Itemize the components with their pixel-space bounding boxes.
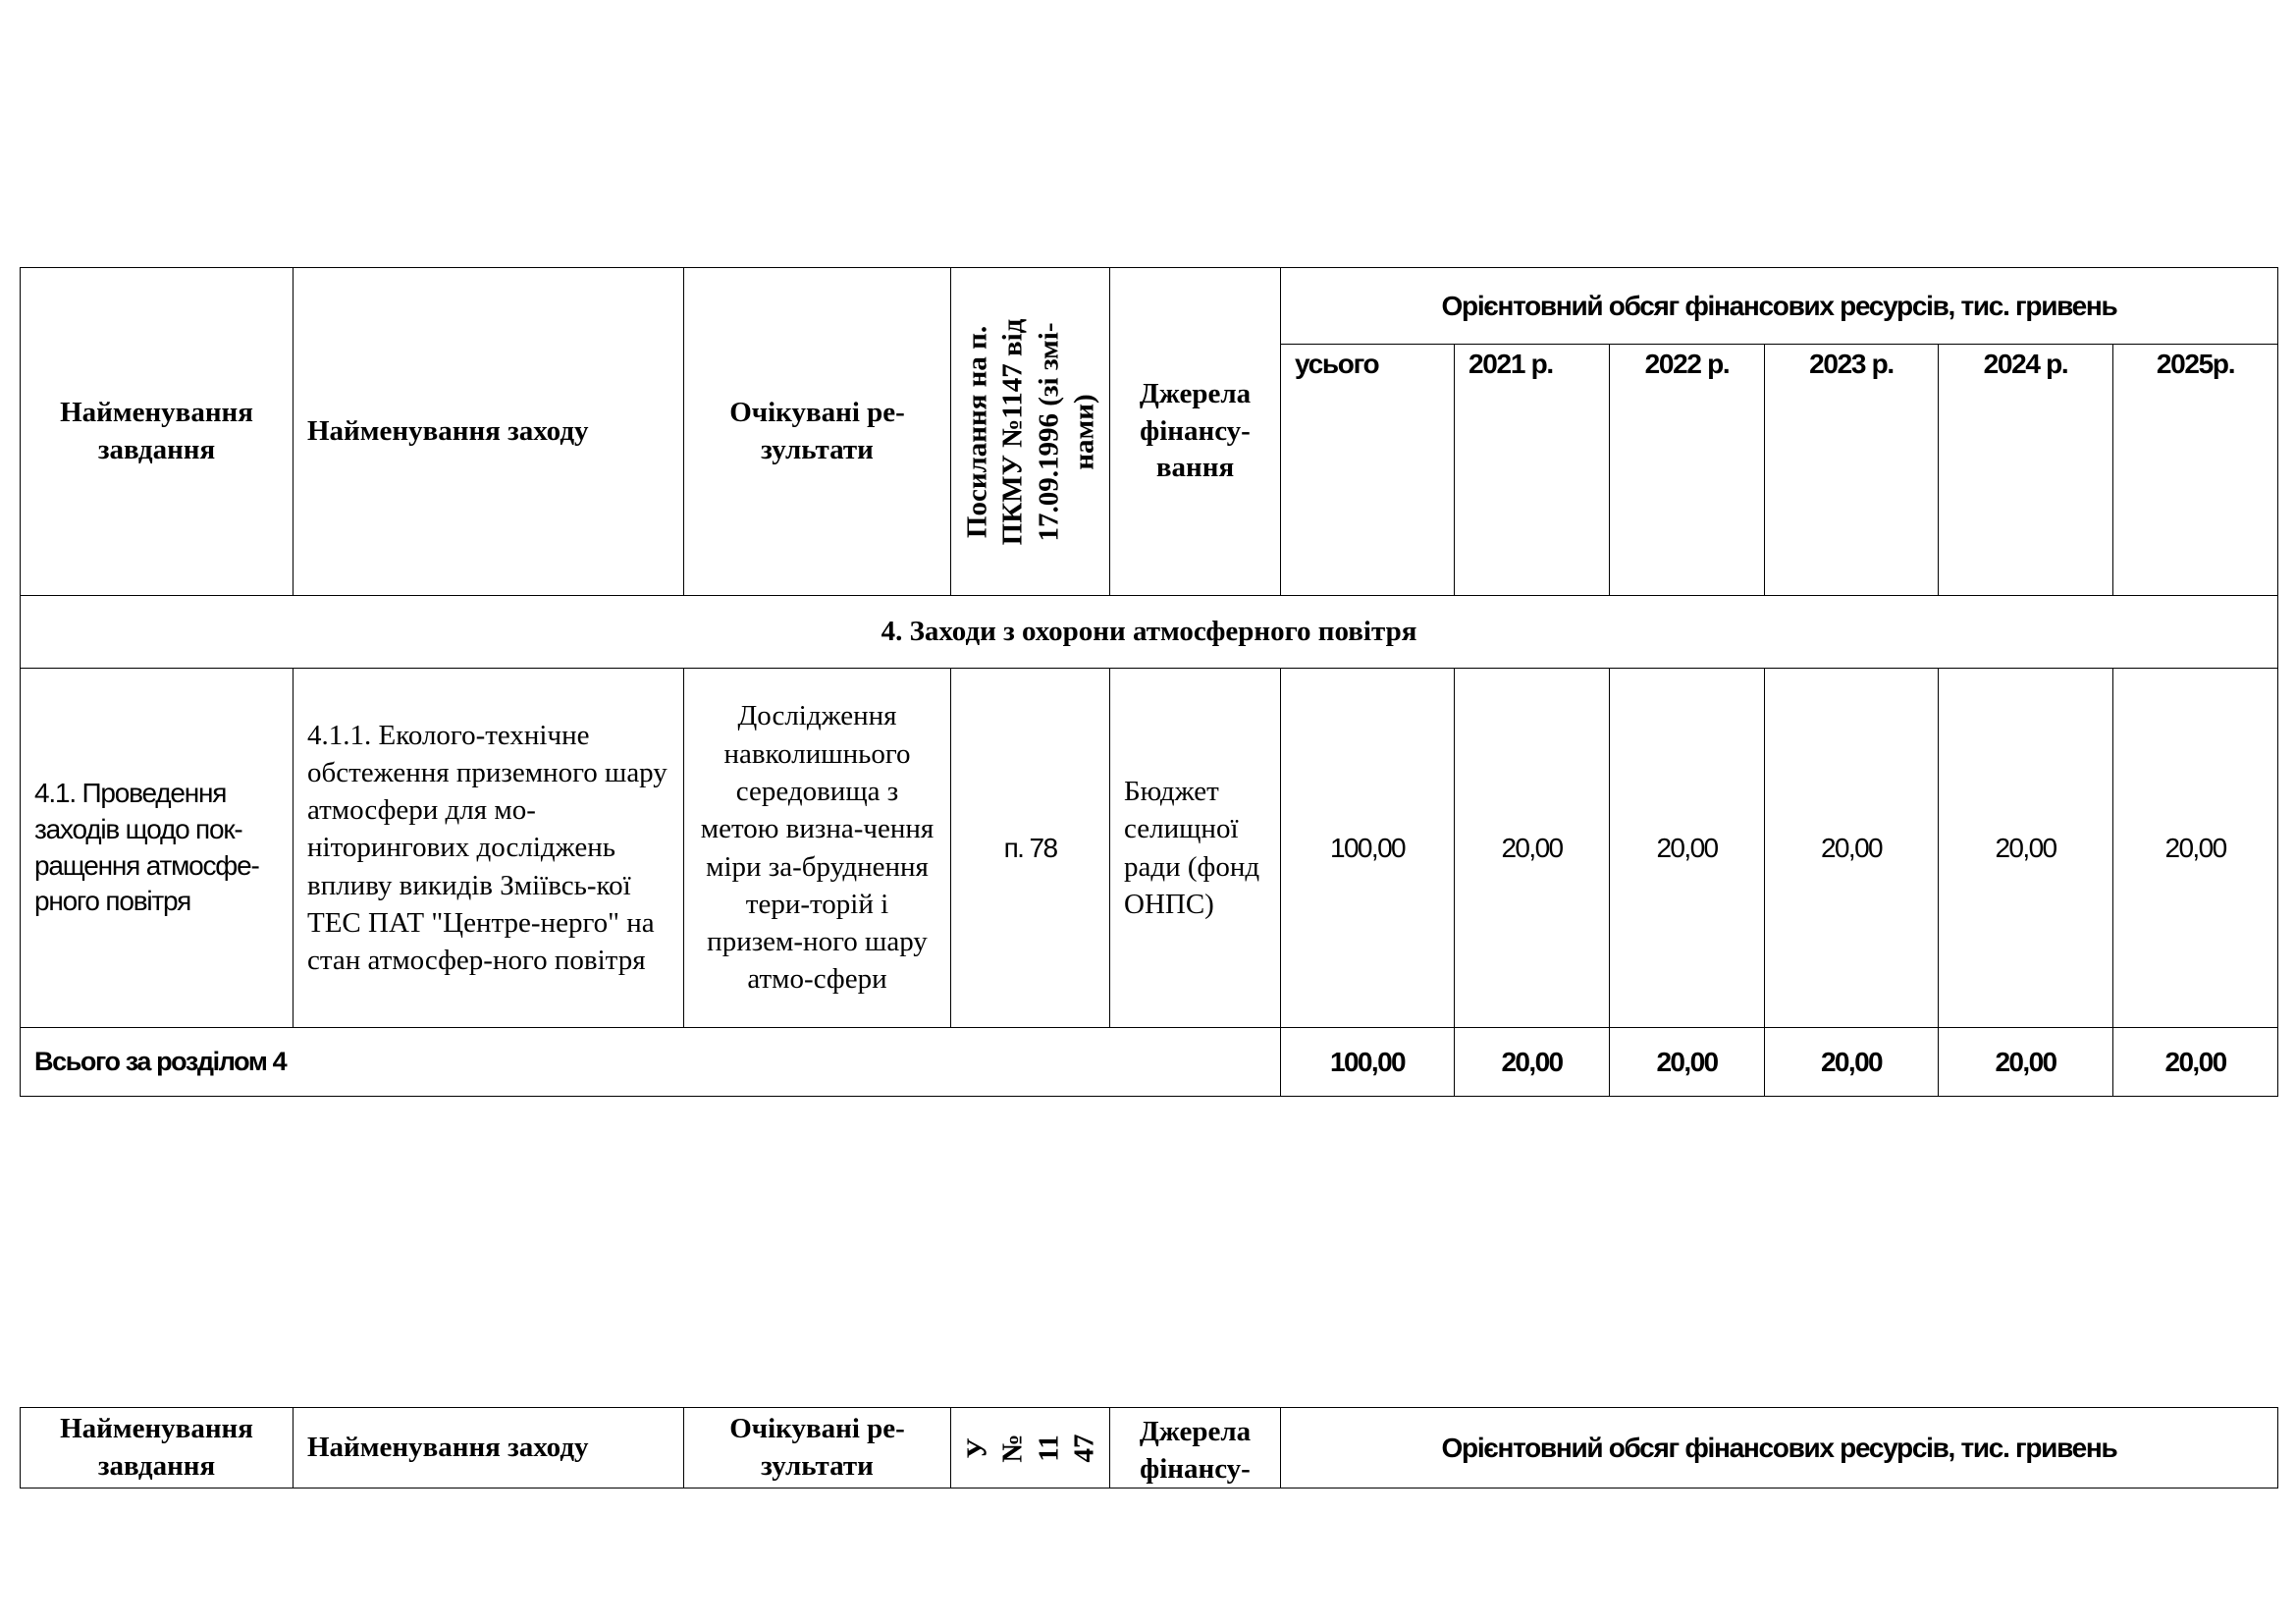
header-year-2023: 2023 р. <box>1765 345 1939 596</box>
table-row <box>21 669 2278 1028</box>
header2-measure-name: Найменування заходу <box>294 1408 684 1489</box>
totals-row <box>21 1028 2278 1097</box>
row-2022: 20,00 <box>1610 669 1765 1028</box>
totals-total: 100,00 <box>1281 1028 1455 1097</box>
row-results: Дослідження навколишнього середовища з метою визна-чення міри за-бруднення тери-торій і призем-ного шару атмо-сфери <box>684 669 951 1028</box>
header-funding-source: Джерела фінансу-вання <box>1110 268 1281 596</box>
row-measure: 4.1.1. Еколого-технічне обстеження приземного шару атмосфери для мо-ніторингових досліджень впливу викидів Зміївсь-кої ТЕС ПАТ "Центре-нерго" на стан атмосфер-ного повітря <box>294 669 684 1028</box>
header2-reference-line2: № <box>996 1434 1029 1463</box>
row-total: 100,00 <box>1281 669 1455 1028</box>
row-2021: 20,00 <box>1455 669 1610 1028</box>
row-source: Бюджет селищної ради (фонд ОНПС) <box>1110 669 1281 1028</box>
header2-expected-results: Очікувані ре-зультати <box>684 1408 951 1489</box>
header-financial-volume: Орієнтовний обсяг фінансових ресурсів, тис. гривень <box>1281 268 2278 345</box>
continuation-header-table <box>20 1407 2278 1489</box>
row-2025: 20,00 <box>2113 669 2278 1028</box>
header2-reference <box>951 1408 1110 1489</box>
header2-reference-line1: У <box>961 1437 992 1459</box>
header-total: усього <box>1281 345 1455 596</box>
header-reference-line1: Посилання на п. <box>961 325 992 538</box>
continuation-header-frame <box>20 1407 2277 1489</box>
header2-reference-line3: 11 <box>1032 1434 1064 1462</box>
section-title: 4. Заходи з охорони атмосферного повітря <box>21 596 2278 669</box>
totals-2023: 20,00 <box>1765 1028 1939 1097</box>
header2-financial-volume: Орієнтовний обсяг фінансових ресурсів, тис. гривень <box>1281 1408 2278 1489</box>
header-year-2021: 2021 р. <box>1455 345 1610 596</box>
header-year-2025: 2025р. <box>2113 345 2278 596</box>
header-year-2024: 2024 р. <box>1939 345 2113 596</box>
header-year-2022: 2022 р. <box>1610 345 1765 596</box>
row-2024: 20,00 <box>1939 669 2113 1028</box>
row-reference: п. 78 <box>951 669 1110 1028</box>
row-task: 4.1. Проведення заходів щодо пок-ращення атмосфе-рного повітря <box>21 669 294 1028</box>
main-table-frame <box>20 267 2277 1097</box>
row-2023: 20,00 <box>1765 669 1939 1028</box>
header-measure-name: Найменування заходу <box>294 268 684 596</box>
header2-reference-line4: 47 <box>1067 1434 1099 1463</box>
header-reference-line4: нами) <box>1067 393 1099 470</box>
totals-2021: 20,00 <box>1455 1028 1610 1097</box>
totals-label: Всього за розділом 4 <box>21 1028 1281 1097</box>
header-reference-line3: 17.09.1996 (зі змі- <box>1032 321 1064 542</box>
totals-2024: 20,00 <box>1939 1028 2113 1097</box>
header-expected-results: Очікувані ре-зультати <box>684 268 951 596</box>
header-task-name: Найменування завдання <box>21 268 294 596</box>
totals-2022: 20,00 <box>1610 1028 1765 1097</box>
header-reference-line2: ПКМУ №1147 від <box>996 318 1029 545</box>
header2-funding-source: Джерела фінансу- <box>1110 1408 1281 1489</box>
header-reference <box>951 268 1110 596</box>
totals-2025: 20,00 <box>2113 1028 2278 1097</box>
financing-table <box>20 267 2278 1097</box>
header2-task-name: Найменування завдання <box>21 1408 294 1489</box>
